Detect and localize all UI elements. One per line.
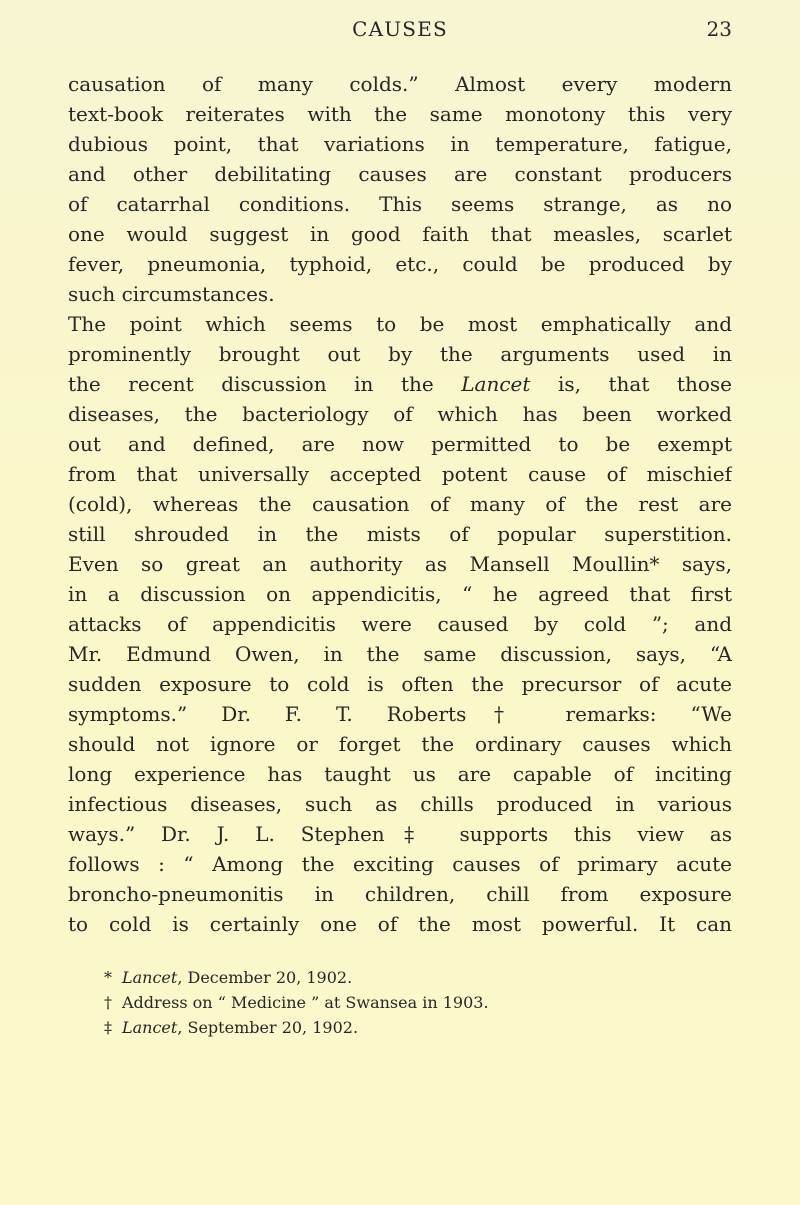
text-line: Even so great an authority as Mansell Moullin* says, <box>68 552 732 576</box>
text-line: one would suggest in good faith that measles, scarlet <box>68 222 732 246</box>
text-line: (cold), whereas the causation of many of the rest are <box>68 492 732 516</box>
footnote-mark: ‡ <box>104 1018 112 1037</box>
footnote-text: Lancet, September 20, 1902. <box>122 1018 359 1037</box>
text-line: fever, pneumonia, typhoid, etc., could be produced by <box>68 252 732 276</box>
text-line: broncho-pneumonitis in children, chill from exposure <box>68 882 732 906</box>
text-line: should not ignore or forget the ordinary causes which <box>68 732 732 756</box>
text-line: causation of many colds.” Almost every modern <box>68 72 732 96</box>
page-header <box>68 14 732 44</box>
footnote-text: Lancet, December 20, 1902. <box>122 968 353 987</box>
text-line: from that universally accepted potent cause of mischief <box>68 462 732 486</box>
text-line: Mr. Edmund Owen, in the same discussion, says, “A <box>68 642 732 666</box>
text-line: such circumstances. <box>68 282 275 306</box>
text-line: attacks of appendicitis were caused by cold ”; and <box>68 612 732 636</box>
footnote-mark: * <box>104 968 112 987</box>
footnote <box>104 965 732 990</box>
text-line: in a discussion on appendicitis, “ he agreed that first <box>68 582 732 606</box>
journal-title: Lancet <box>122 968 178 987</box>
running-head: CAUSES <box>352 17 448 41</box>
text-line: sudden exposure to cold is often the precursor of acute <box>68 672 732 696</box>
text-line: still shrouded in the mists of popular superstition. <box>68 522 732 546</box>
text-line: ways.” Dr. J. L. Stephen‡ supports this view as <box>68 822 732 846</box>
text-line: diseases, the bacteriology of which has been worked <box>68 402 732 426</box>
journal-title: Lancet <box>461 372 531 396</box>
text-line: text-book reiterates with the same monotony this very <box>68 102 732 126</box>
text-line: infectious diseases, such as chills produced in various <box>68 792 732 816</box>
text-line: out and defined, are now permitted to be exempt <box>68 432 732 456</box>
text-line: of catarrhal conditions. This seems strange, as no <box>68 192 732 216</box>
body-text <box>68 69 732 939</box>
text-line: symptoms.” Dr. F. T. Roberts† remarks: “We <box>68 702 732 726</box>
footnote <box>104 990 732 1015</box>
page-number: 23 <box>706 17 732 41</box>
journal-title: Lancet <box>122 1018 178 1037</box>
text-fragment: the recent discussion in the Lancet is, that those <box>68 372 732 396</box>
text-line <box>68 369 732 399</box>
text-line: prominently brought out by the arguments used in <box>68 342 732 366</box>
footnotes <box>104 965 732 1040</box>
text-line: follows : “ Among the exciting causes of primary acute <box>68 852 732 876</box>
text-line: and other debilitating causes are constant producers <box>68 162 732 186</box>
footnote-mark: † <box>104 993 112 1012</box>
text-line: long experience has taught us are capable of inciting <box>68 762 732 786</box>
text-line: The point which seems to be most emphatically and <box>68 312 732 336</box>
footnote-text: Address on “ Medicine ” at Swansea in 1903. <box>122 993 489 1012</box>
text-line: to cold is certainly one of the most powerful. It can <box>68 912 732 936</box>
footnote <box>104 1015 732 1040</box>
text-line: dubious point, that variations in temperature, fatigue, <box>68 132 732 156</box>
